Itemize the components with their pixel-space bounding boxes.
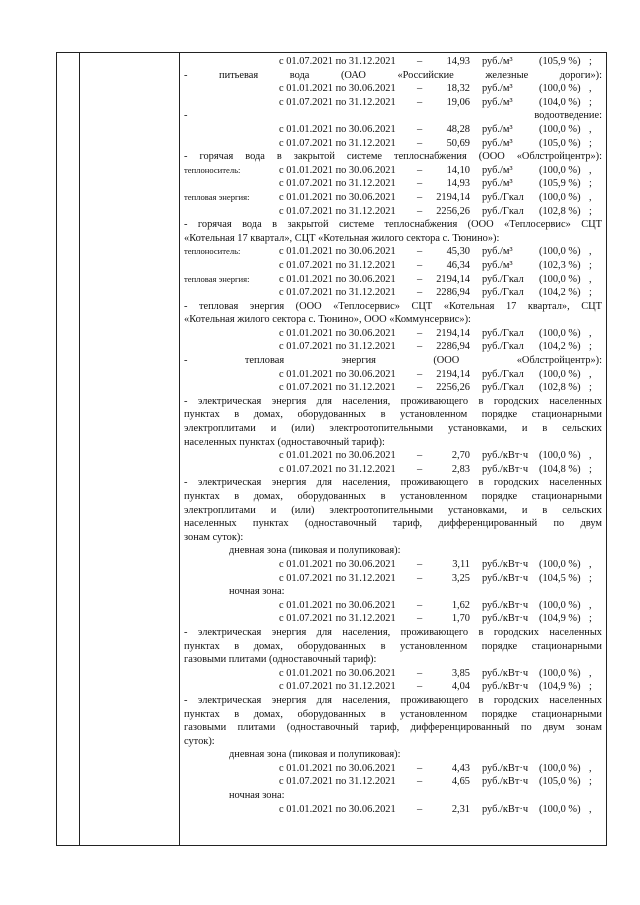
tariff-description-line: зонам суток): [184,531,244,543]
tariff-rate-row [184,803,602,817]
tariff-description-line: - тепловая энергия (ООО «Облстройцентр»): [184,355,602,367]
rate-unit: руб./кВт·ч [482,667,529,679]
tariff-rate-row [184,558,602,572]
rate-value: 1,70 [451,613,470,625]
rate-value: 50,69 [446,137,470,149]
rate-percent: (102,3 %) [539,259,581,271]
rate-value: 4,43 [451,762,470,774]
rate-value: 2,83 [451,463,470,475]
rate-period: с 01.01.2021 по 30.06.2021 [279,327,396,339]
rate-period: с 01.07.2021 по 31.12.2021 [279,681,396,693]
tariff-rate-row [184,164,602,178]
rate-punctuation: , [589,246,592,258]
rate-dash: – [417,259,423,271]
column-divider [179,53,180,845]
rate-punctuation: , [589,327,592,339]
rate-value: 14,93 [446,56,470,67]
tariff-description-line: - электрическая энергия для населения, проживающего в городских населенных [184,477,602,489]
rate-percent: (100,0 %) [539,450,581,462]
rate-dash: – [417,273,423,285]
rate-punctuation: ; [589,613,592,625]
rate-punctuation: ; [589,259,592,271]
rate-punctuation: , [589,273,592,285]
rate-punctuation: ; [589,572,592,584]
rate-period: с 01.01.2021 по 30.06.2021 [279,558,396,570]
tariff-description-line: пунктах в домах, оборудованных в установленном порядке стационарными [184,708,602,720]
rate-percent: (100,0 %) [539,191,581,203]
rate-period: с 01.07.2021 по 31.12.2021 [279,776,396,788]
rate-percent: (100,0 %) [539,83,581,95]
rate-percent: (105,9 %) [539,56,581,67]
tariff-description-line: - питьевая вода (ОАО «Российские железные дороги»): [184,69,602,81]
tariff-description-line: пунктах в домах, оборудованных в установленном порядке стационарными [184,409,602,421]
tariff-rate-row [184,340,602,354]
rate-value: 2194,14 [436,368,470,380]
tariff-description-line: - тепловая энергия (ООО «Теплосервис» СЦТ «Котельная 17 квартал», СЦТ [184,300,602,312]
tariff-description-line: - электрическая энергия для населения, проживающего в городских населенных [184,395,602,407]
rate-punctuation: ; [589,205,592,217]
tariff-description-line: газовыми плитами (одноставочный тариф): [184,654,377,666]
rate-value: 3,25 [451,572,470,584]
tariff-rate-row [184,137,602,151]
tariff-description-line: населенных пунктах (одноставочный тариф): [184,436,385,448]
rate-punctuation: , [589,599,592,611]
tariff-rate-row [184,96,602,110]
rate-dash: – [417,96,423,108]
rate-percent: (102,8 %) [539,382,581,394]
rate-unit: руб./Гкал [482,287,524,299]
tariff-description-line: «Котельная жилого сектора с. Тюнино», ООО «Коммунсервис»): [184,314,471,326]
tariff-rate-row [184,327,602,341]
rate-percent: (105,0 %) [539,137,581,149]
rate-unit: руб./кВт·ч [482,450,529,462]
rate-punctuation: , [589,83,592,95]
rate-percent: (100,0 %) [539,762,581,774]
tariff-rate-row [184,177,602,191]
rate-percent: (105,0 %) [539,776,581,788]
tariff-rate-row [184,205,602,219]
rate-value: 2,31 [451,803,470,815]
rate-punctuation: , [589,368,592,380]
rate-value: 2194,14 [436,327,470,339]
rate-dash: – [417,327,423,339]
rate-punctuation: ; [589,137,592,149]
rate-percent: (104,0 %) [539,96,581,108]
rate-punctuation: , [589,123,592,135]
tariff-rate-row [184,368,602,382]
rate-period: с 01.07.2021 по 31.12.2021 [279,287,396,299]
rate-label: тепловая энергия: [184,273,250,284]
tariff-description-line: пунктах в домах, оборудованных в установленном порядке стационарными [184,491,602,502]
rate-unit: руб./кВт·ч [482,762,529,774]
rate-punctuation: , [589,450,592,462]
tariff-description-line: газовыми плитами (одноставочный тариф, дифференцированный по двум зонам [184,722,602,734]
rate-dash: – [417,287,423,299]
rate-punctuation: , [589,191,592,203]
rate-period: с 01.07.2021 по 31.12.2021 [279,572,396,584]
rate-dash: – [417,667,423,679]
rate-dash: – [417,246,423,258]
rate-value: 1,62 [451,599,470,611]
tariff-rate-row [184,273,602,287]
zone-heading: дневная зона (пиковая и полупиковая): [229,749,401,761]
rate-punctuation: , [589,762,592,774]
rate-period: с 01.07.2021 по 31.12.2021 [279,382,396,394]
zone-heading: ночная зона: [229,790,285,802]
rate-dash: – [417,164,423,176]
rate-dash: – [417,178,423,190]
rate-label: теплоноситель: [184,246,241,257]
rate-period: с 01.01.2021 по 30.06.2021 [279,368,396,380]
rate-unit: руб./м³ [482,164,513,176]
rate-dash: – [417,382,423,394]
rate-period: с 01.07.2021 по 31.12.2021 [279,205,396,217]
rate-percent: (102,8 %) [539,205,581,217]
rate-dash: – [417,368,423,380]
rate-value: 48,28 [446,123,470,135]
tariff-description-line: - горячая вода в закрытой системе теплоснабжения (ООО «Теплосервис» СЦТ [184,219,602,231]
rate-period: с 01.07.2021 по 31.12.2021 [279,137,396,149]
rate-period: с 01.01.2021 по 30.06.2021 [279,450,396,462]
rate-value: 3,11 [452,558,470,570]
tariff-description-line: - водоотведение: [184,110,602,122]
rate-period: с 01.07.2021 по 31.12.2021 [279,259,396,271]
rate-percent: (100,0 %) [539,164,581,176]
rate-punctuation: ; [589,382,592,394]
rate-dash: – [417,599,423,611]
rate-value: 18,32 [446,83,470,95]
rate-period: с 01.01.2021 по 30.06.2021 [279,123,396,135]
rate-dash: – [417,681,423,693]
rate-unit: руб./кВт·ч [482,776,529,788]
rate-value: 45,30 [446,246,470,258]
tariff-rate-row [184,259,602,273]
tariff-rate-row [184,286,602,300]
rate-unit: руб./м³ [482,56,513,67]
tariff-rate-row [184,245,602,259]
rate-unit: руб./м³ [482,246,513,258]
rate-dash: – [417,572,423,584]
rate-period: с 01.07.2021 по 31.12.2021 [279,613,396,625]
rate-period: с 01.01.2021 по 30.06.2021 [279,803,396,815]
rate-percent: (100,0 %) [539,368,581,380]
rate-percent: (104,9 %) [539,681,581,693]
tariff-rate-row [184,449,602,463]
rate-value: 14,10 [446,164,470,176]
rate-value: 3,85 [451,667,470,679]
rate-unit: руб./кВт·ч [482,803,529,815]
rate-label: тепловая энергия: [184,191,250,202]
tariff-description-line: населенных пунктах (одноставочный тариф, дифференцированный по двум [184,518,602,530]
tariff-description-line: - электрическая энергия для населения, проживающего в городских населенных [184,694,602,706]
rate-dash: – [417,83,423,95]
rate-punctuation: ; [589,96,592,108]
rate-dash: – [417,123,423,135]
rate-period: с 01.01.2021 по 30.06.2021 [279,667,396,679]
tariff-rate-row [184,667,602,681]
rate-punctuation: ; [589,463,592,475]
rate-period: с 01.07.2021 по 31.12.2021 [279,463,396,475]
rate-dash: – [417,341,423,353]
tariff-description-line: - горячая вода в закрытой системе теплоснабжения (ООО «Облстройцентр»): [184,151,602,163]
rate-punctuation: ; [589,287,592,299]
rate-unit: руб./м³ [482,137,513,149]
rate-dash: – [417,56,423,67]
rate-unit: руб./кВт·ч [482,599,529,611]
rate-punctuation: , [589,164,592,176]
rate-period: с 01.01.2021 по 30.06.2021 [279,83,396,95]
rate-dash: – [417,137,423,149]
rate-value: 2194,14 [436,191,470,203]
rate-period: с 01.07.2021 по 31.12.2021 [279,178,396,190]
rate-period: с 01.01.2021 по 30.06.2021 [279,164,396,176]
rate-percent: (100,0 %) [539,599,581,611]
tariff-rate-row [184,599,602,613]
rate-punctuation: ; [589,776,592,788]
rate-percent: (104,2 %) [539,341,581,353]
tariff-description-line: суток): [184,735,215,747]
rate-unit: руб./м³ [482,96,513,108]
rate-dash: – [417,776,423,788]
rate-unit: руб./Гкал [482,273,524,285]
rate-dash: – [417,205,423,217]
tariff-rate-row [184,775,602,789]
column-divider [79,53,80,845]
zone-heading: ночная зона: [229,586,285,598]
rate-dash: – [417,450,423,462]
rate-percent: (100,0 %) [539,327,581,339]
rate-unit: руб./кВт·ч [482,572,529,584]
rate-value: 2256,26 [436,205,470,217]
rate-period: с 01.01.2021 по 30.06.2021 [279,762,396,774]
tariff-rate-row [184,191,602,205]
rate-punctuation: ; [589,681,592,693]
table-frame [56,52,607,846]
rate-percent: (100,0 %) [539,246,581,258]
tariff-description-line: - электрическая энергия для населения, проживающего в городских населенных [184,626,602,638]
tariff-rate-row [184,572,602,586]
rate-value: 14,93 [446,178,470,190]
rate-unit: руб./м³ [482,83,513,95]
tariff-rate-row [184,612,602,626]
rate-unit: руб./Гкал [482,368,524,380]
tariff-description-line: электроплитами и (или) электроотопительными установками, и в сельских [184,423,602,435]
tariff-rate-row [184,381,602,395]
tariff-rate-row [184,82,602,96]
rate-unit: руб./Гкал [482,191,524,203]
tariff-description-line: электроплитами и (или) электроотопительными установками, и в сельских [184,504,602,516]
rate-unit: руб./Гкал [482,327,524,339]
rate-value: 2194,14 [436,273,470,285]
tariff-rate-row [184,123,602,137]
rate-value: 4,65 [451,776,470,788]
rate-period: с 01.07.2021 по 31.12.2021 [279,56,396,67]
tariff-description-line: «Котельная 17 квартал», СЦТ «Котельная жилого сектора с. Тюнино»): [184,232,500,244]
tariff-rate-row [184,762,602,776]
rate-dash: – [417,191,423,203]
rate-percent: (100,0 %) [539,123,581,135]
rate-unit: руб./м³ [482,123,513,135]
rate-unit: руб./кВт·ч [482,681,529,693]
rate-punctuation: , [589,558,592,570]
rate-percent: (104,9 %) [539,613,581,625]
rate-dash: – [417,762,423,774]
rate-value: 46,34 [446,259,470,271]
rate-percent: (104,2 %) [539,287,581,299]
rate-period: с 01.07.2021 по 31.12.2021 [279,341,396,353]
rate-unit: руб./кВт·ч [482,463,529,475]
rate-punctuation: ; [589,56,592,67]
rate-percent: (100,0 %) [539,558,581,570]
rate-punctuation: ; [589,341,592,353]
rate-period: с 01.07.2021 по 31.12.2021 [279,96,396,108]
tariff-rate-row [184,55,602,69]
tariff-cell [184,55,602,816]
rate-unit: руб./кВт·ч [482,613,529,625]
rate-value: 2286,94 [436,287,470,299]
rate-label: теплоноситель: [184,164,241,175]
rate-value: 2,70 [451,450,470,462]
rate-percent: (105,9 %) [539,178,581,190]
tariff-rate-row [184,463,602,477]
rate-value: 4,04 [451,681,470,693]
rate-unit: руб./м³ [482,178,513,190]
zone-heading: дневная зона (пиковая и полупиковая): [229,545,401,557]
rate-punctuation: ; [589,178,592,190]
rate-period: с 01.01.2021 по 30.06.2021 [279,246,396,258]
rate-percent: (104,8 %) [539,463,581,475]
rate-period: с 01.01.2021 по 30.06.2021 [279,599,396,611]
rate-value: 2286,94 [436,341,470,353]
rate-dash: – [417,803,423,815]
rate-unit: руб./Гкал [482,205,524,217]
rate-percent: (100,0 %) [539,273,581,285]
rate-punctuation: , [589,667,592,679]
rate-percent: (100,0 %) [539,803,581,815]
rate-unit: руб./м³ [482,259,513,271]
rate-dash: – [417,463,423,475]
rate-unit: руб./Гкал [482,341,524,353]
rate-dash: – [417,613,423,625]
rate-dash: – [417,558,423,570]
rate-unit: руб./Гкал [482,382,524,394]
rate-unit: руб./кВт·ч [482,558,529,570]
tariff-rate-row [184,680,602,694]
rate-value: 2256,26 [436,382,470,394]
rate-value: 19,06 [446,96,470,108]
rate-period: с 01.01.2021 по 30.06.2021 [279,191,396,203]
rate-punctuation: , [589,803,592,815]
tariff-description-line: пунктах в домах, оборудованных в установленном порядке стационарными [184,640,602,652]
rate-percent: (100,0 %) [539,667,581,679]
rate-period: с 01.01.2021 по 30.06.2021 [279,273,396,285]
rate-percent: (104,5 %) [539,572,581,584]
